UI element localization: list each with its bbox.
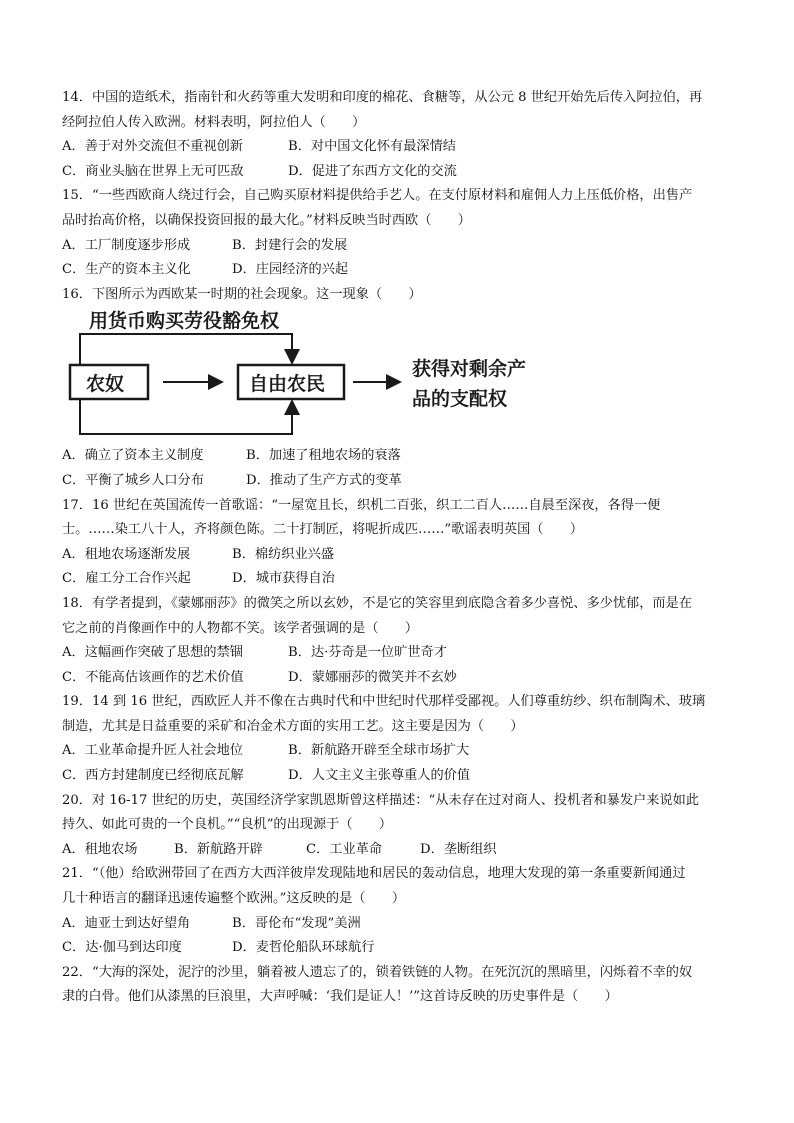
- option-b: B．加速了租地农场的衰落: [246, 448, 401, 464]
- question-stem: 士。……染工八十人，齐将颜色陈。二十打制匠，将呢折成匹……”歌谣表明英国（ ）: [62, 522, 584, 538]
- diagram-serf-box: 农奴: [86, 373, 125, 396]
- option-a: A．租地农场: [62, 841, 138, 857]
- question-stem: 21．“（他）给欧洲带回了在西方大西洋彼岸发现陆地和居民的轰动信息，地理大发现的第一条重要新闻通过: [62, 866, 686, 882]
- question-18: [62, 592, 738, 690]
- diagram-top-label: 用货币购买劳役豁免权: [89, 310, 280, 333]
- option-b: B．封建行会的发展: [232, 237, 348, 253]
- question-stem: 持久、如此可贵的一个良机。”“良机”的出现源于（ ）: [62, 817, 393, 833]
- option-c: C．生产的资本主义化: [62, 262, 191, 278]
- option-c: C．不能高估该画作的艺术价值: [62, 669, 244, 685]
- question-stem: 22．“大海的深处，泥泞的沙里，躺着被人遗忘了的，锁着铁链的人物。在死沉沉的黑暗里，闪烁着不幸的奴: [62, 964, 693, 980]
- question-22: [62, 961, 738, 1010]
- option-a: A．确立了资本主义制度: [62, 448, 204, 464]
- question-stem: 隶的白骨。他们从漆黑的巨浪里，大声呼喊：‘我们是证人！’”这首诗反映的历史事件是（ ）: [62, 989, 618, 1005]
- option-a: A．租地农场逐渐发展: [62, 546, 191, 562]
- question-14: [62, 86, 738, 184]
- question-21: [62, 862, 738, 960]
- option-a: A．工业革命提升匠人社会地位: [62, 743, 243, 759]
- question-17: [62, 494, 738, 592]
- option-a: A．善于对外交流但不重视创新: [62, 139, 243, 155]
- option-d: D．麦哲伦船队环球航行: [232, 940, 375, 956]
- option-c: C．西方封建制度已经彻底瓦解: [62, 768, 244, 784]
- question-stem: 品时抬高价格，以确保投资回报的最大化。”材料反映当时西欧（ ）: [62, 212, 471, 228]
- question-stem: 15．“一些西欧商人绕过行会，自己购买原材料提供给手艺人。在支付原材料和雇佣人力上压低价格，出售产: [62, 188, 693, 204]
- exam-page: [62, 86, 738, 1010]
- question-20: [62, 789, 738, 863]
- option-b: B．对中国文化怀有最深情结: [288, 139, 456, 155]
- option-c: C．工业革命: [306, 841, 383, 857]
- option-b: B．达·芬奇是一位旷世奇才: [288, 645, 447, 661]
- option-a: A．迪亚士到达好望角: [62, 915, 191, 931]
- serf-freedom-diagram: [66, 308, 566, 444]
- option-b: B．哥伦布“发现”美洲: [232, 915, 361, 931]
- question-stem: 制造，尤其是日益重要的采矿和冶金术方面的实用工艺。这主要是因为（ ）: [62, 718, 524, 734]
- option-c: C．达·伽马到达印度: [62, 940, 182, 956]
- question-stem: 经阿拉伯人传入欧洲。材料表明，阿拉伯人（ ）: [62, 114, 366, 130]
- option-c: C．雇工分工合作兴起: [62, 571, 191, 587]
- option-d: D．促进了东西方文化的交流: [288, 163, 457, 179]
- diagram-free-farmer-box: 自由农民: [249, 373, 326, 396]
- question-16: [62, 283, 738, 494]
- option-d: D．推动了生产方式的变革: [246, 472, 402, 488]
- option-c: C．商业头脑在世界上无可匹敌: [62, 163, 244, 179]
- option-b: B．新航路开辟至全球市场扩大: [288, 743, 470, 759]
- question-19: [62, 690, 738, 788]
- question-stem: 几十种语言的翻译迅速传遍整个欧洲。”这反映的是（ ）: [62, 891, 406, 907]
- question-stem: 18．有学者提到，《蒙娜丽莎》的微笑之所以玄妙，不是它的笑容里到底隐含着多少喜悦、多少忧郁，而是在: [62, 595, 692, 611]
- diagram-result-line1: 获得对剩余产: [412, 358, 527, 381]
- option-c: C．平衡了城乡人口分布: [62, 472, 204, 488]
- option-b: B．新航路开辟: [174, 841, 263, 857]
- diagram-result-line2: 品的支配权: [412, 388, 508, 411]
- option-a: A．这幅画作突破了思想的禁锢: [62, 645, 243, 661]
- option-b: B．棉纺织业兴盛: [232, 546, 335, 562]
- question-stem: 17．16 世纪在英国流传一首歌谣：“一屋宽且长，织机二百张，织工二百人……自晨至深夜，各得一便: [62, 497, 661, 513]
- question-stem: 19．14 到 16 世纪，西欧匠人并不像在古典时代和中世纪时代那样受鄙视。人们尊重纺纱、织布制陶术、玻璃: [62, 694, 706, 710]
- option-d: D．庄园经济的兴起: [232, 262, 349, 278]
- option-a: A．工厂制度逐步形成: [62, 237, 191, 253]
- option-d: D．人文主义主张尊重人的价值: [288, 768, 471, 784]
- question-15: [62, 184, 738, 282]
- option-d: D．蒙娜丽莎的微笑并不玄妙: [288, 669, 457, 685]
- question-stem: 14．中国的造纸术，指南针和火药等重大发明和印度的棉花、食糖等，从公元 8 世纪开始先后传入阿拉伯，再: [62, 90, 703, 105]
- question-stem: 它之前的肖像画作中的人物都不笑。该学者强调的是（ ）: [62, 620, 419, 636]
- option-d: D．城市获得自治: [232, 571, 335, 587]
- question-stem: 16．下图所示为西欧某一时期的社会现象。这一现象（ ）: [62, 286, 422, 302]
- question-stem: 20．对 16-17 世纪的历史，英国经济学家凯恩斯曾这样描述：“从未存在过对商人、投机者和暴发户来说如此: [62, 792, 699, 808]
- option-d: D．垄断组织: [420, 841, 497, 857]
